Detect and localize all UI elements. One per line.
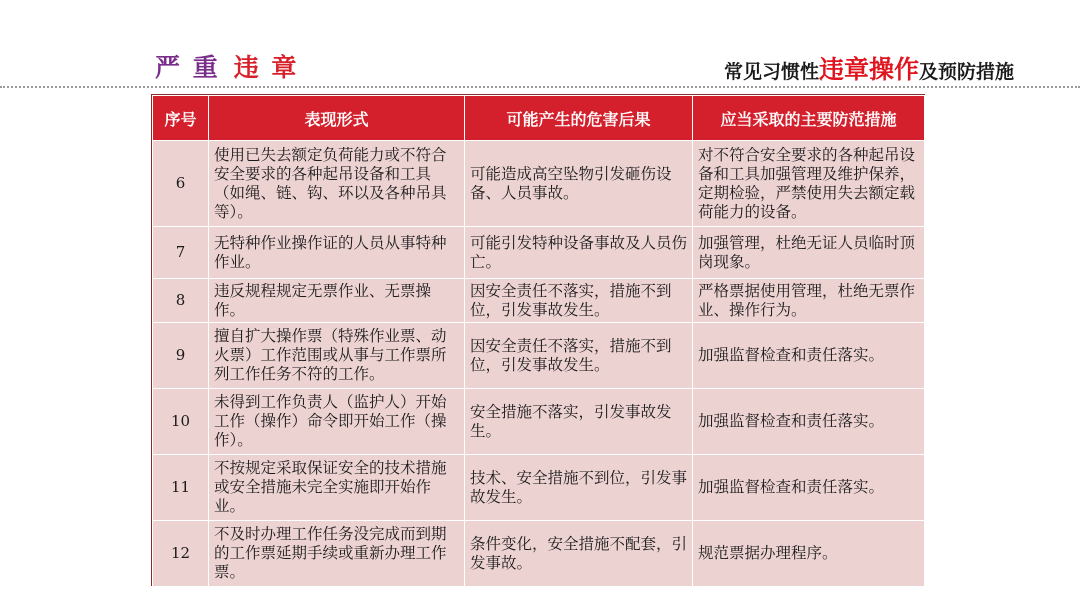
row-harm: 技术、安全措施不到位，引发事故发生。 <box>465 455 693 521</box>
table-row <box>153 227 925 279</box>
section-title <box>155 48 298 84</box>
row-measure: 加强监督检查和责任落实。 <box>693 389 925 455</box>
table-row <box>153 279 925 323</box>
table-header-row <box>153 96 925 141</box>
row-number: 6 <box>153 141 209 227</box>
title-word-violation: 违 章 <box>233 53 299 82</box>
row-measure: 加强管理，杜绝无证人员临时顶岗现象。 <box>693 227 925 279</box>
row-form: 不及时办理工作任务没完成而到期的工作票延期手续或重新办理工作票。 <box>209 521 465 587</box>
row-harm: 安全措施不落实，引发事故发生。 <box>465 389 693 455</box>
row-measure: 规范票据办理程序。 <box>693 521 925 587</box>
table-row <box>153 389 925 455</box>
row-number: 12 <box>153 521 209 587</box>
row-form: 未得到工作负责人（监护人）开始工作（操作）命令即开始工作（操作）。 <box>209 389 465 455</box>
row-number: 7 <box>153 227 209 279</box>
violation-table <box>152 95 925 587</box>
row-form: 无特种作业操作证的人员从事特种作业。 <box>209 227 465 279</box>
header-measure: 应当采取的主要防范措施 <box>693 96 925 141</box>
table-row <box>153 141 925 227</box>
row-form: 不按规定采取保证安全的技术措施或安全措施未完全实施即开始作业。 <box>209 455 465 521</box>
table-row <box>153 323 925 389</box>
row-form: 使用已失去额定负荷能力或不符合安全要求的各种起吊设备和工具（如绳、链、钩、环以及各种吊具等）。 <box>209 141 465 227</box>
row-measure: 对不符合安全要求的各种起吊设备和工具加强管理及维护保养，定期检验，严禁使用失去额定载荷能力的设备。 <box>693 141 925 227</box>
row-harm: 可能引发特种设备事故及人员伤亡。 <box>465 227 693 279</box>
row-number: 10 <box>153 389 209 455</box>
row-number: 11 <box>153 455 209 521</box>
row-form: 违反规程规定无票作业、无票操作。 <box>209 279 465 323</box>
page-title-suffix: 及预防措施 <box>918 61 1014 83</box>
row-measure: 加强监督检查和责任落实。 <box>693 323 925 389</box>
violation-table-container <box>152 95 924 585</box>
row-measure: 加强监督检查和责任落实。 <box>693 455 925 521</box>
header-form: 表现形式 <box>209 96 465 141</box>
row-harm: 因安全责任不落实，措施不到位，引发事故发生。 <box>465 323 693 389</box>
page-title-prefix: 常见习惯性 <box>723 61 819 83</box>
title-word-serious: 严 重 <box>155 53 220 82</box>
table-row <box>153 521 925 587</box>
row-number: 9 <box>153 323 209 389</box>
row-harm: 因安全责任不落实，措施不到位，引发事故发生。 <box>465 279 693 323</box>
row-form: 擅自扩大操作票（特殊作业票、动火票）工作范围或从事与工作票所列工作任务不符的工作。 <box>209 323 465 389</box>
row-measure: 严格票据使用管理，杜绝无票作业、操作行为。 <box>693 279 925 323</box>
header-number: 序号 <box>153 96 209 141</box>
row-harm: 可能造成高空坠物引发砸伤设备、人员事故。 <box>465 141 693 227</box>
row-harm: 条件变化，安全措施不配套，引发事故。 <box>465 521 693 587</box>
page-title-highlight: 违章操作 <box>818 55 919 84</box>
header-divider <box>0 86 1080 88</box>
header-harm: 可能产生的危害后果 <box>465 96 693 141</box>
page-title <box>724 50 1014 86</box>
table-row <box>153 455 925 521</box>
row-number: 8 <box>153 279 209 323</box>
